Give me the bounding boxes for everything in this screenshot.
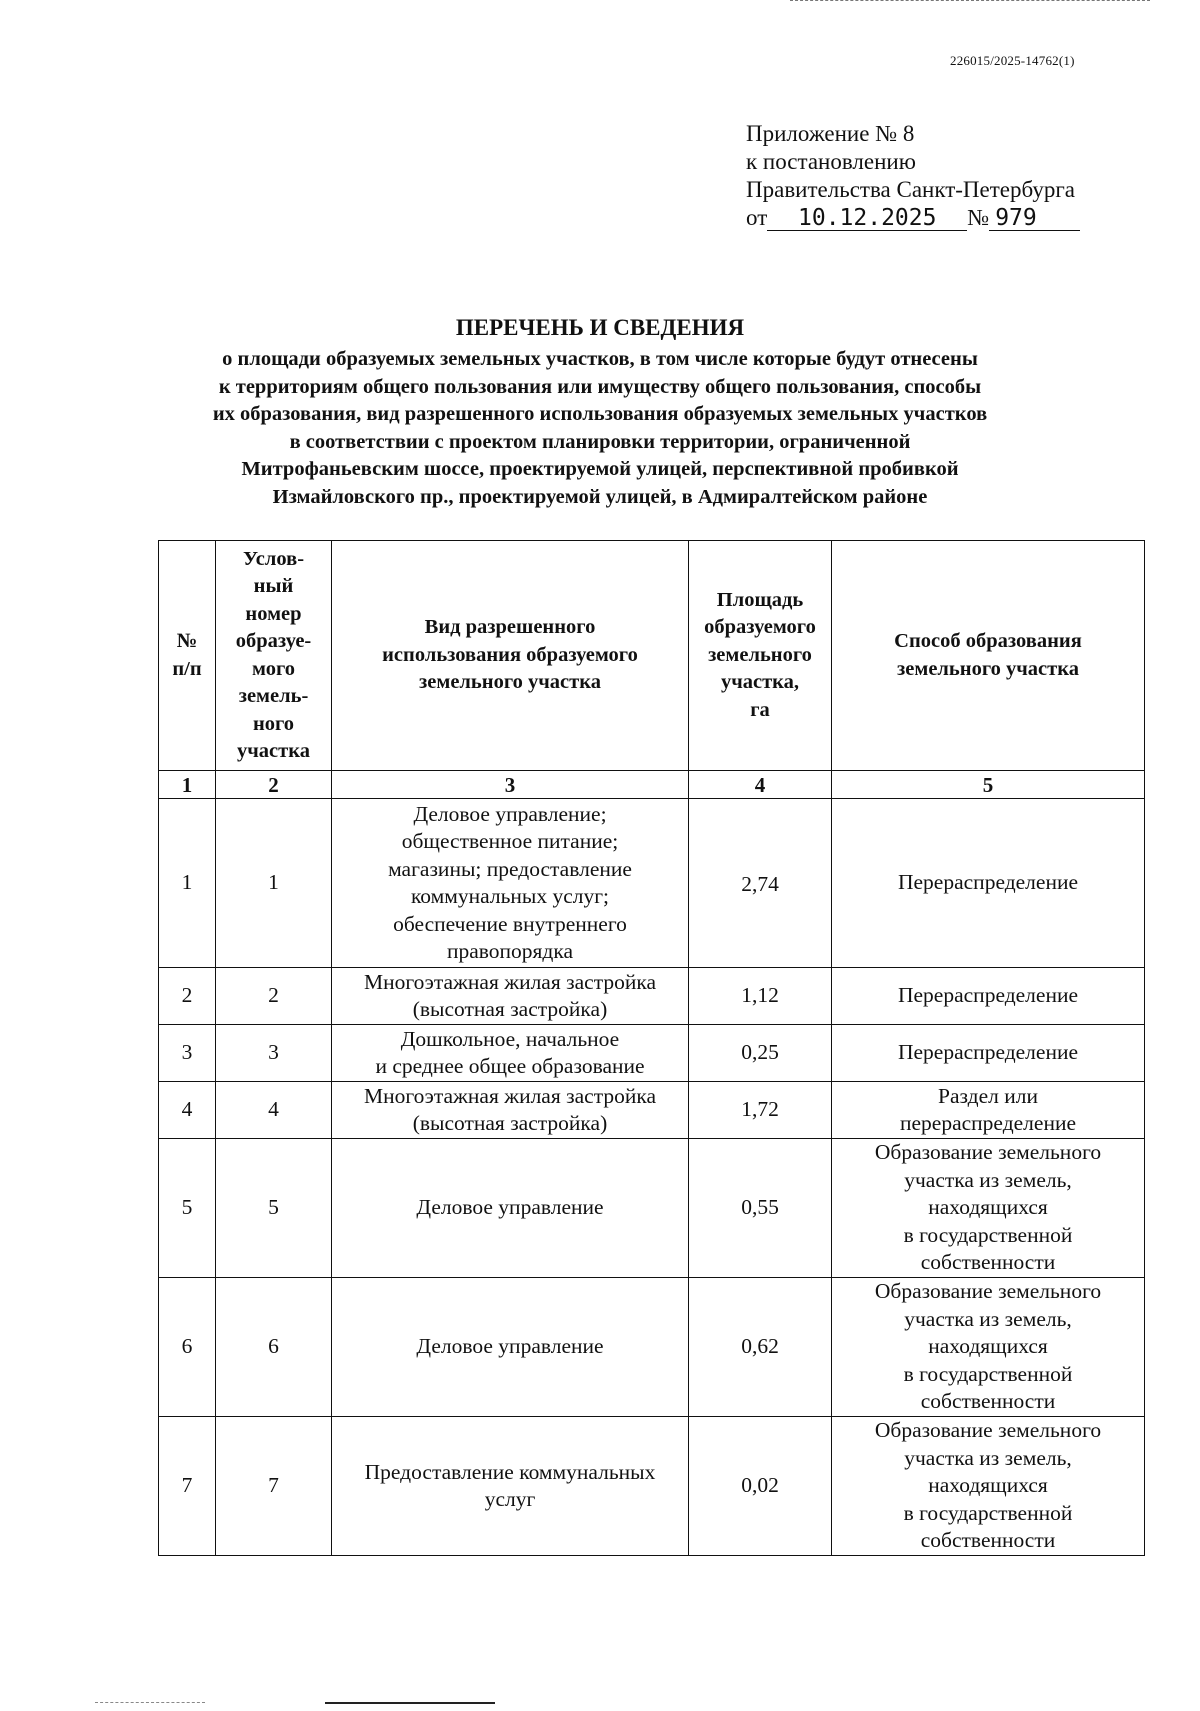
cell-permitted-use: Многоэтажная жилая застройка (высотная застройка) bbox=[332, 1082, 689, 1139]
table-row bbox=[159, 1139, 1145, 1278]
cell-row-number: 1 bbox=[159, 799, 216, 968]
cell-conditional-number: 1 bbox=[216, 799, 332, 968]
cell-conditional-number: 6 bbox=[216, 1278, 332, 1417]
cell-area: 0,55 bbox=[689, 1139, 832, 1278]
cell-permitted-use: Деловое управление bbox=[332, 1139, 689, 1278]
table-row bbox=[159, 1417, 1145, 1556]
column-number: 5 bbox=[832, 771, 1145, 799]
cell-formation-method: Перераспределение bbox=[832, 968, 1145, 1025]
cell-conditional-number: 7 bbox=[216, 1417, 332, 1556]
cell-row-number: 2 bbox=[159, 968, 216, 1025]
number-prefix: № bbox=[967, 205, 990, 230]
table-row bbox=[159, 799, 1145, 968]
appendix-header bbox=[746, 120, 1080, 232]
table-header-row bbox=[159, 541, 1145, 771]
cell-area: 1,72 bbox=[689, 1082, 832, 1139]
cell-area: 0,62 bbox=[689, 1278, 832, 1417]
cell-conditional-number: 4 bbox=[216, 1082, 332, 1139]
column-number: 3 bbox=[332, 771, 689, 799]
table-row bbox=[159, 1278, 1145, 1417]
cell-permitted-use: Предоставление коммунальных услуг bbox=[332, 1417, 689, 1556]
header-conditional-number: Услов- ный номер образуе- мого земель- ного участка bbox=[216, 541, 332, 771]
subtitle-line: о площади образуемых земельных участков, в том числе которые будут отнесены bbox=[222, 348, 978, 370]
scan-bottom-mark bbox=[95, 1702, 205, 1703]
cell-area: 2,74 bbox=[689, 799, 832, 968]
cell-area: 0,02 bbox=[689, 1417, 832, 1556]
cell-row-number: 4 bbox=[159, 1082, 216, 1139]
cell-permitted-use: Деловое управление; общественное питание; магазины; предоставление коммунальных услуг; обеспечение внутреннего правопорядка bbox=[332, 799, 689, 968]
cell-formation-method: Раздел или перераспределение bbox=[832, 1082, 1145, 1139]
cell-formation-method: Перераспределение bbox=[832, 1025, 1145, 1082]
header-formation-method: Способ образования земельного участка bbox=[832, 541, 1145, 771]
scan-bottom-rule bbox=[325, 1702, 495, 1704]
subtitle-line: к территориям общего пользования или имуществу общего пользования, способы bbox=[218, 375, 982, 398]
subtitle-line: Митрофаньевским шоссе, проектируемой улицей, перспективной пробивкой bbox=[241, 458, 959, 480]
cell-row-number: 3 bbox=[159, 1025, 216, 1082]
column-number: 1 bbox=[159, 771, 216, 799]
cell-formation-method: Образование земельного участка из земель, находящихся в государственной собственности bbox=[832, 1417, 1145, 1556]
subtitle-line: в соответствии с проектом планировки территории, ограниченной bbox=[289, 430, 911, 453]
cell-formation-method: Образование земельного участка из земель, находящихся в государственной собственности bbox=[832, 1139, 1145, 1278]
cell-conditional-number: 2 bbox=[216, 968, 332, 1025]
subtitle-line: Измайловского пр., проектируемой улицей, в Адмиралтейском районе bbox=[272, 485, 928, 508]
date-prefix: от bbox=[746, 205, 768, 230]
cell-formation-method: Перераспределение bbox=[832, 799, 1145, 968]
cell-permitted-use: Дошкольное, начальное и среднее общее образование bbox=[332, 1025, 689, 1082]
scan-top-edge-line bbox=[790, 0, 1150, 3]
cell-permitted-use: Деловое управление bbox=[332, 1278, 689, 1417]
resolution-date: 10.12.2025 bbox=[767, 206, 967, 231]
cell-row-number: 5 bbox=[159, 1139, 216, 1278]
cell-conditional-number: 5 bbox=[216, 1139, 332, 1278]
table-row bbox=[159, 1082, 1145, 1139]
document-registration-number: 226015/2025-14762(1) bbox=[950, 53, 1075, 68]
cell-conditional-number: 3 bbox=[216, 1025, 332, 1082]
document-subtitle bbox=[150, 346, 1050, 511]
cell-area: 1,12 bbox=[689, 968, 832, 1025]
appendix-to-resolution: к постановлению bbox=[746, 149, 916, 174]
document-title: ПЕРЕЧЕНЬ И СВЕДЕНИЯ bbox=[455, 315, 745, 340]
appendix-number: Приложение № 8 bbox=[746, 121, 915, 146]
land-plots-table bbox=[158, 540, 1145, 1556]
cell-permitted-use: Многоэтажная жилая застройка (высотная застройка) bbox=[332, 968, 689, 1025]
cell-area: 0,25 bbox=[689, 1025, 832, 1082]
table-row bbox=[159, 1025, 1145, 1082]
header-area: Площадь образуемого земельного участка, га bbox=[689, 541, 832, 771]
subtitle-line: их образования, вид разрешенного использования образуемых земельных участков bbox=[212, 403, 988, 425]
cell-row-number: 6 bbox=[159, 1278, 216, 1417]
column-numbers-row bbox=[159, 771, 1145, 799]
header-permitted-use: Вид разрешенного использования образуемого земельного участка bbox=[332, 541, 689, 771]
resolution-number: 979 bbox=[989, 206, 1080, 231]
header-row-number: № п/п bbox=[159, 541, 216, 771]
column-number: 4 bbox=[689, 771, 832, 799]
column-number: 2 bbox=[216, 771, 332, 799]
cell-row-number: 7 bbox=[159, 1417, 216, 1556]
appendix-date-line bbox=[746, 204, 1080, 232]
table-row bbox=[159, 968, 1145, 1025]
appendix-government: Правительства Санкт-Петербурга bbox=[746, 177, 1075, 202]
cell-formation-method: Образование земельного участка из земель, находящихся в государственной собственности bbox=[832, 1278, 1145, 1417]
